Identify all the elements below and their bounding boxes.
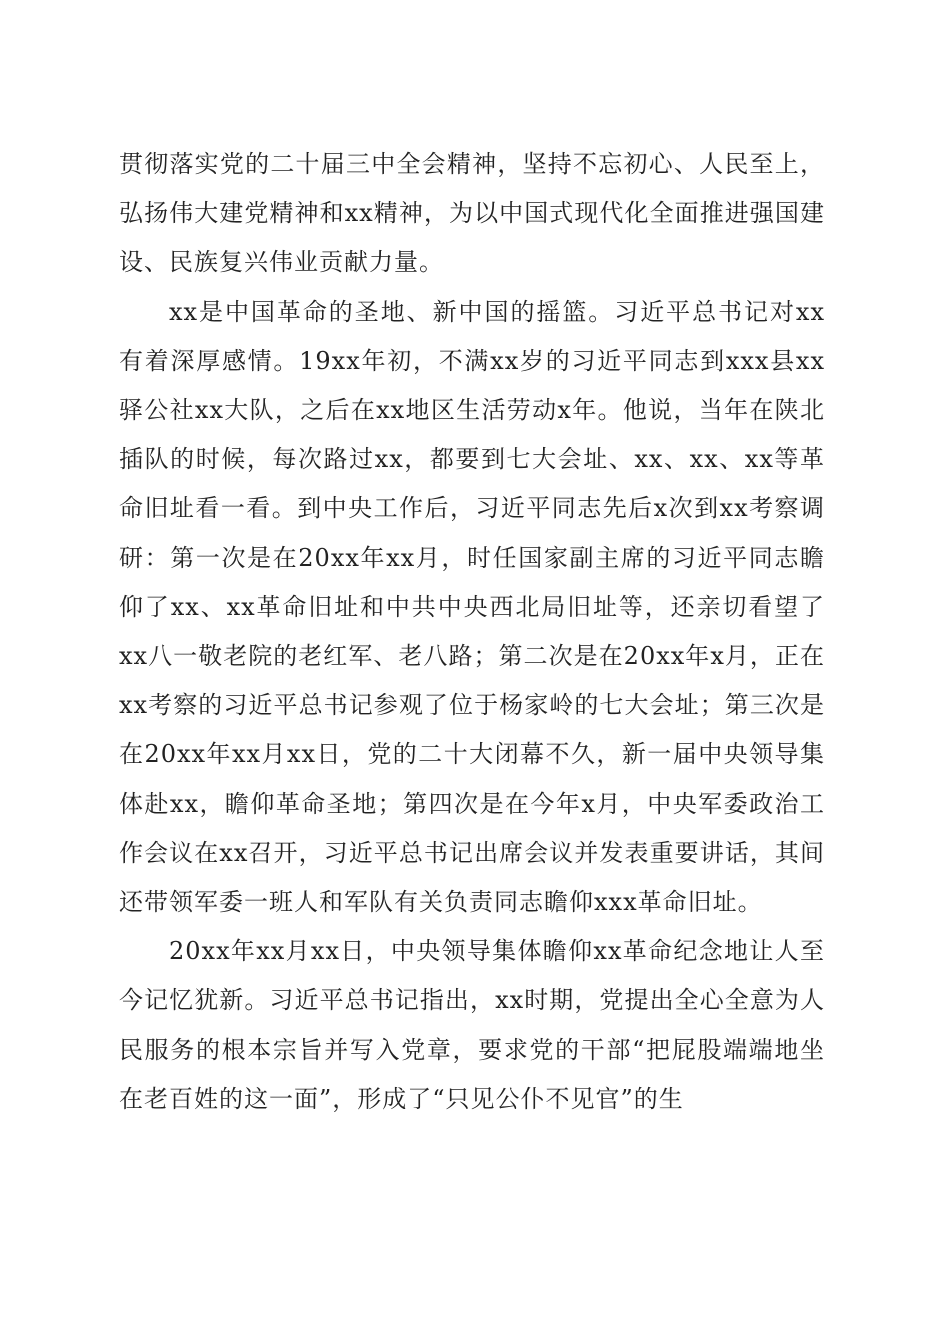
paragraph-leadership-visit: 20xx年xx月xx日，中央领导集体瞻仰xx革命纪念地让人至今记忆犹新。习近平总书记指出，xx时期，党提出全心全意为人民服务的根本宗旨并写入党章，要求党的干部“把屁股端端地坐在老百姓的这一面”，形成了“只见公仆不见官”的生 xyxy=(119,937,825,1113)
paragraph-continuation: 贯彻落实党的二十届三中全会精神，坚持不忘初心、人民至上，弘扬伟大建党精神和xx精神，为以中国式现代化全面推进强国建设、民族复兴伟业贡献力量。 xyxy=(119,150,825,277)
paragraph-yanan-history: xx是中国革命的圣地、新中国的摇篮。习近平总书记对xx有着深厚感情。19xx年初，不满xx岁的习近平同志到xxx县xx驿公社xx大队，之后在xx地区生活劳动x年。他说，当年在陕北插队的时候，每次路过xx，都要到七大会址、xx、xx、xx等革命旧址看一看。到中央工作后，习近平同志先后x次到xx考察调研：第一次是在20xx年xx月，时任国家副主席的习近平同志瞻仰了xx、xx革命旧址和中共中央西北局旧址等，还亲切看望了xx八一敬老院的老红军、老八路；第二次是在20xx年x月，正在xx考察的习近平总书记参观了位于杨家岭的七大会址；第三次是在20xx年xx月xx日，党的二十大闭幕不久，新一届中央领导集体赴xx，瞻仰革命圣地；第四次是在今年x月，中央军委政治工作会议在xx召开，习近平总书记出席会议并发表重要讲话，其间还带领军委一班人和军队有关负责同志瞻仰xxx革命旧址。 xyxy=(119,297,825,917)
document-body xyxy=(119,140,825,1124)
